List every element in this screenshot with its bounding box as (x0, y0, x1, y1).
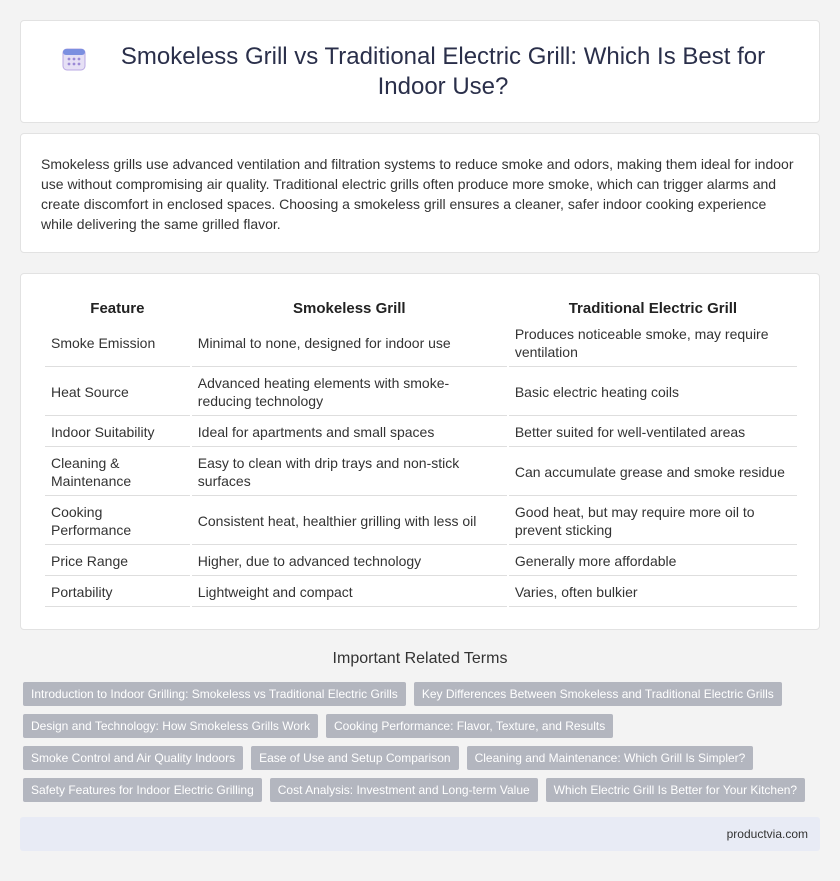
related-terms-list (23, 682, 817, 810)
table-row (45, 449, 797, 496)
table-cell: Varies, often bulkier (509, 578, 797, 607)
table-row (45, 320, 797, 367)
table-cell: Indoor Suitability (45, 418, 190, 447)
table-cell: Smoke Emission (45, 320, 190, 367)
header-traditional: Traditional Electric Grill (568, 299, 738, 317)
table-cell: Produces noticeable smoke, may require ventilation (509, 320, 797, 367)
table-row (45, 418, 797, 447)
table-cell: Good heat, but may require more oil to prevent sticking (509, 498, 797, 545)
table-cell: Portability (45, 578, 190, 607)
page-title: Smokeless Grill vs Traditional Electric Grill: Which Is Best for Indoor Use? (120, 42, 766, 100)
related-term-tag[interactable]: Cleaning and Maintenance: Which Grill Is Simpler? (467, 746, 754, 770)
table-cell: Price Range (45, 547, 190, 576)
table-cell: Minimal to none, designed for indoor use (192, 320, 507, 367)
table-cell: Ideal for apartments and small spaces (192, 418, 507, 447)
table-cell: Cooking Performance (45, 498, 190, 545)
table-cell: Better suited for well-ventilated areas (509, 418, 797, 447)
table-cell: Advanced heating elements with smoke-reducing technology (192, 369, 507, 416)
table-cell: Can accumulate grease and smoke residue (509, 449, 797, 496)
intro-paragraph: Smokeless grills use advanced ventilation and filtration systems to reduce smoke and odors, making them ideal for indoor use without compromising air quality. Traditional electric grills often produce more smoke, which can trigger alarms and create discomfort in enclosed spaces. Choosing a smokeless grill ensures a cleaner, safer indoor cooking experience while delivering the same grilled flavor. (41, 156, 794, 232)
table-cell: Easy to clean with drip trays and non-stick surfaces (192, 449, 507, 496)
footer-site-link[interactable]: productvia.com (726, 827, 808, 841)
table-cell: Higher, due to advanced technology (192, 547, 507, 576)
table-cell: Lightweight and compact (192, 578, 507, 607)
table-row (45, 369, 797, 416)
table-row (45, 547, 797, 576)
related-term-tag[interactable]: Which Electric Grill Is Better for Your Kitchen? (546, 778, 805, 802)
related-term-tag[interactable]: Design and Technology: How Smokeless Grills Work (23, 714, 318, 738)
calendar-icon (61, 46, 87, 72)
related-term-tag[interactable]: Smoke Control and Air Quality Indoors (23, 746, 243, 770)
table-cell: Generally more affordable (509, 547, 797, 576)
footer (20, 817, 820, 851)
comparison-table (43, 294, 799, 609)
table-row (45, 498, 797, 545)
related-term-tag[interactable]: Key Differences Between Smokeless and Traditional Electric Grills (414, 682, 782, 706)
table-cell: Consistent heat, healthier grilling with less oil (192, 498, 507, 545)
related-terms-title: Important Related Terms (332, 650, 508, 667)
header-smokeless: Smokeless Grill (293, 299, 406, 317)
intro-card (20, 133, 820, 253)
related-term-tag[interactable]: Safety Features for Indoor Electric Grilling (23, 778, 262, 802)
table-cell: Basic electric heating coils (509, 369, 797, 416)
related-term-tag[interactable]: Cost Analysis: Investment and Long-term Value (270, 778, 538, 802)
related-term-tag[interactable]: Ease of Use and Setup Comparison (251, 746, 458, 770)
comparison-card (20, 273, 820, 630)
related-term-tag[interactable]: Introduction to Indoor Grilling: Smokeless vs Traditional Electric Grills (23, 682, 406, 706)
table-cell: Cleaning & Maintenance (45, 449, 190, 496)
related-term-tag[interactable]: Cooking Performance: Flavor, Texture, and Results (326, 714, 613, 738)
header-feature: Feature (90, 299, 145, 317)
table-cell: Heat Source (45, 369, 190, 416)
table-row (45, 578, 797, 607)
header-card (20, 20, 820, 123)
